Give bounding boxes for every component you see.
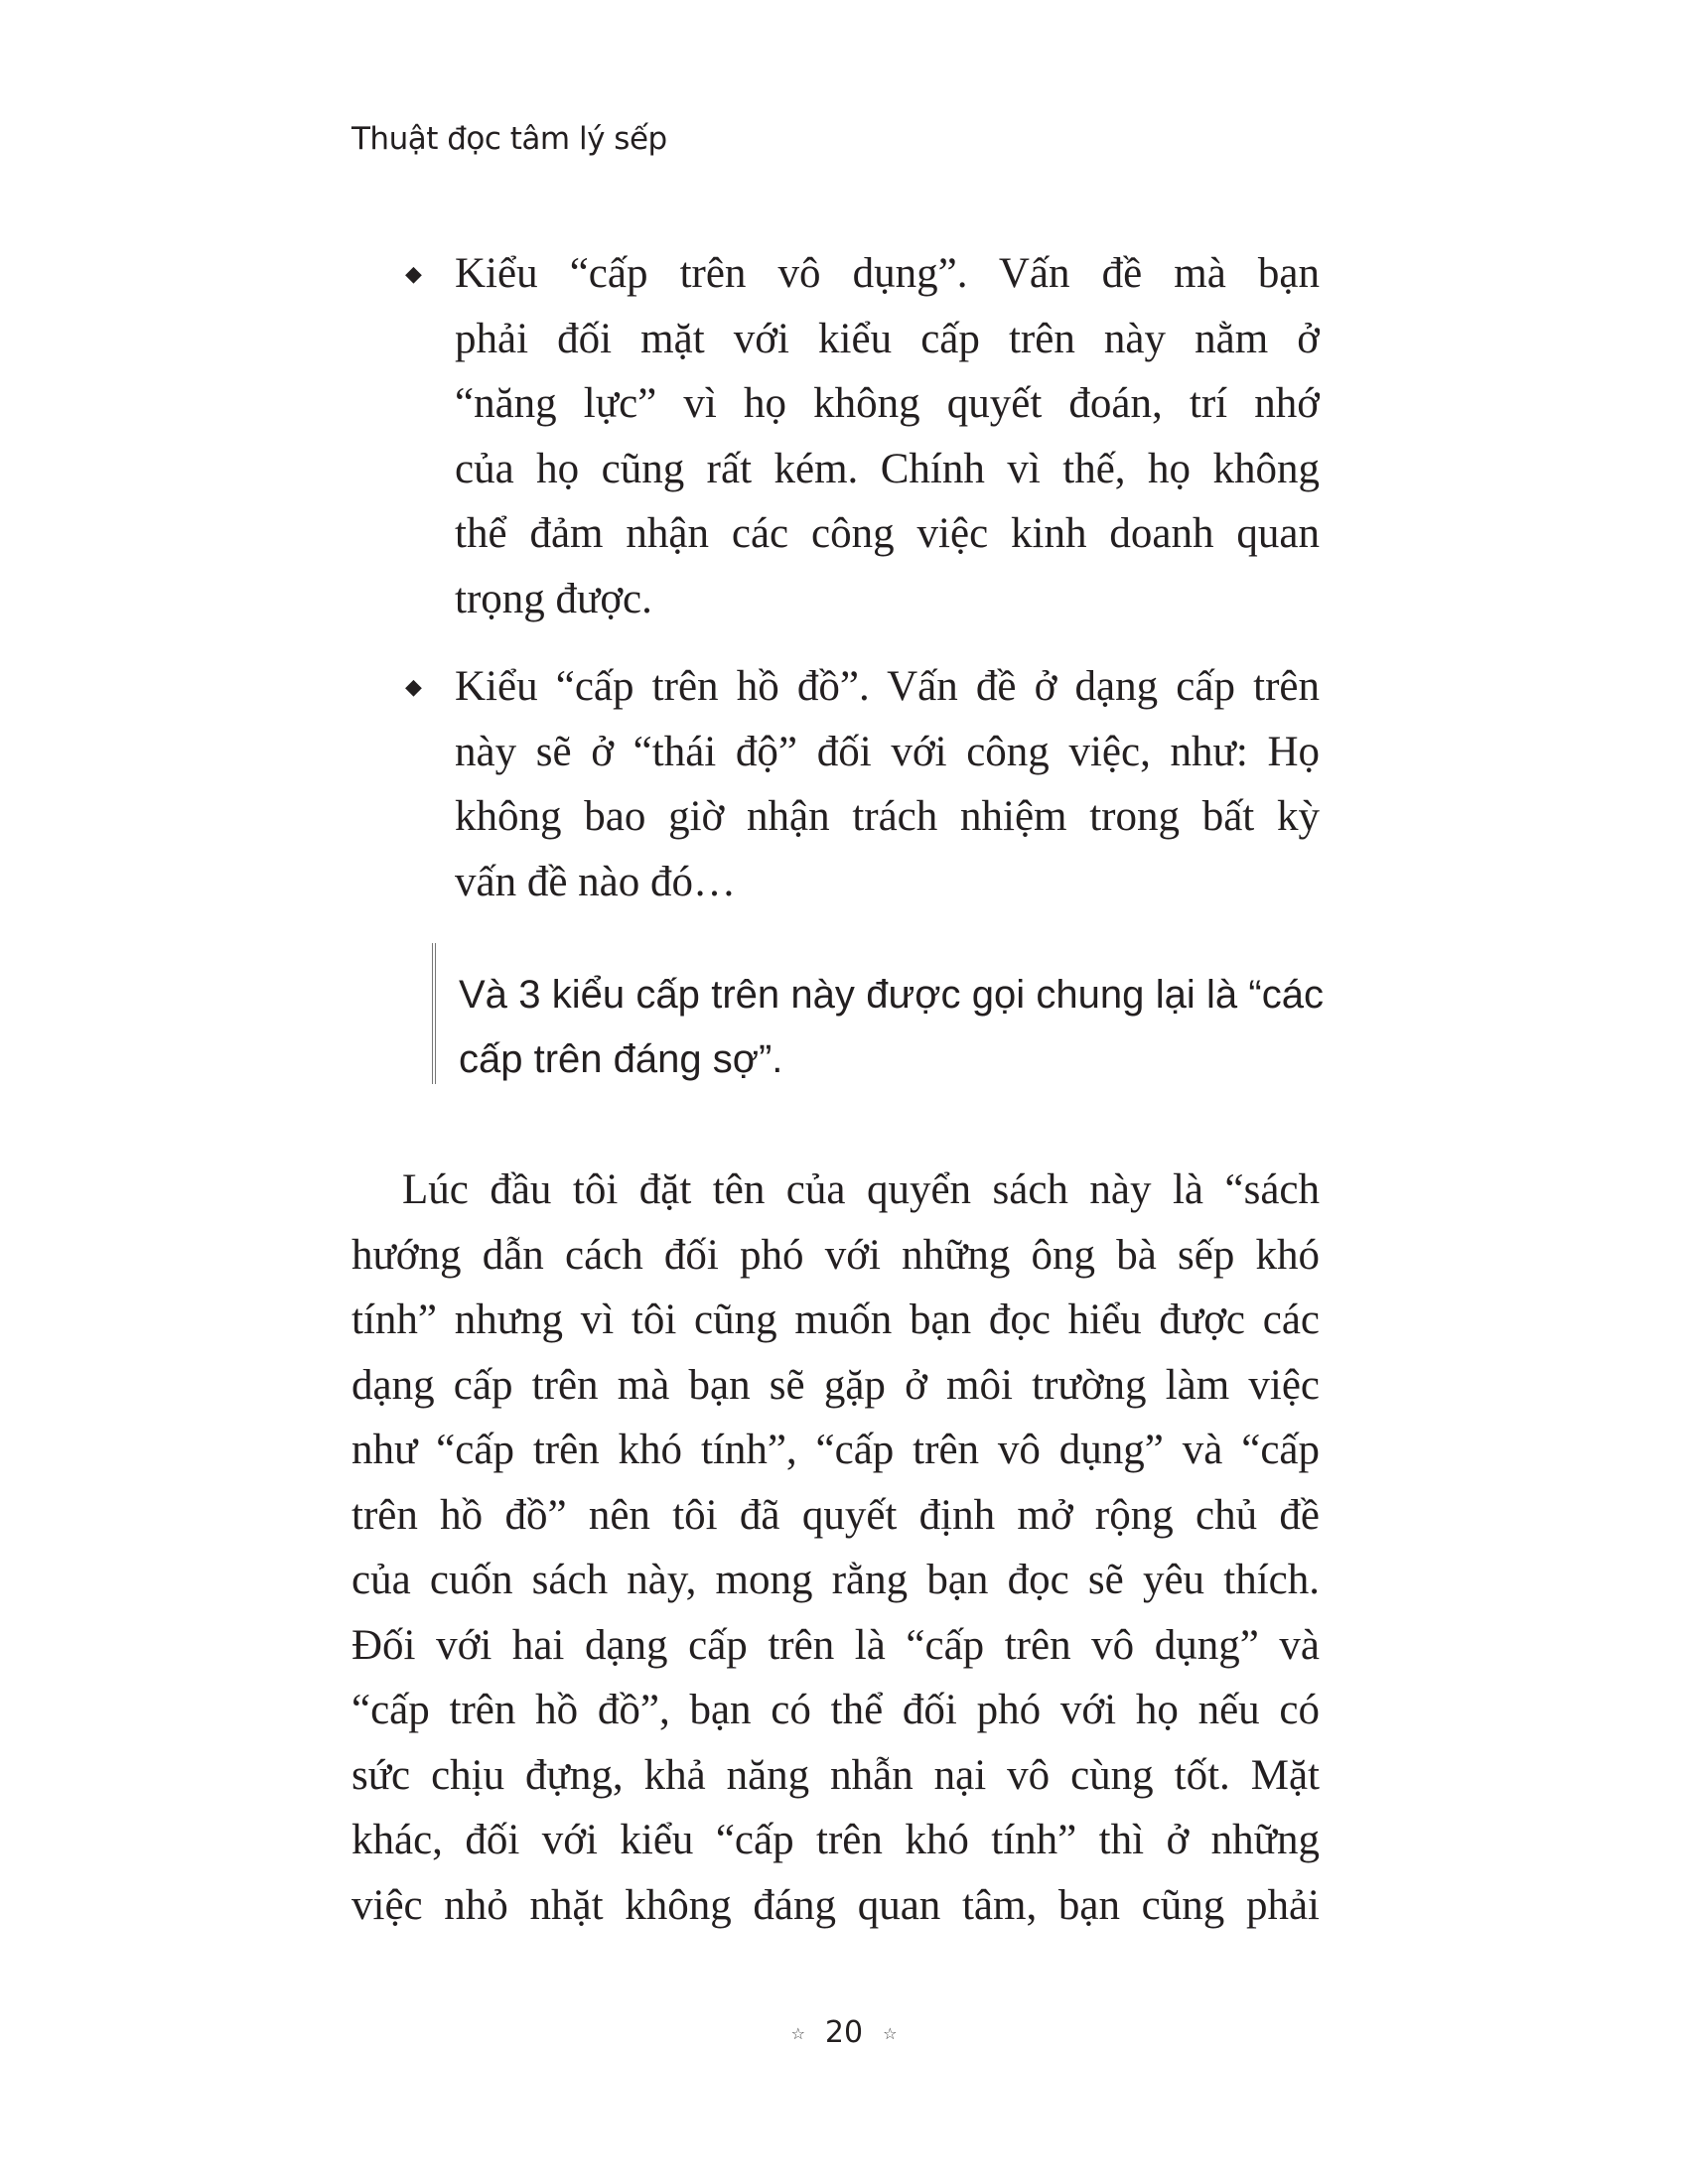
quote-line: Và 3 kiểu cấp trên này được gọi chung lại là “các xyxy=(459,973,1324,1017)
page-number: 20 xyxy=(824,2015,864,2050)
text-line: việc nhỏ nhặt không đáng quan tâm, bạn cũng phải xyxy=(352,1881,1320,1929)
running-header: Thuật đọc tâm lý sếp xyxy=(352,121,667,157)
text-line: Kiểu “cấp trên hồ đồ”. Vấn đề ở dạng cấp trên xyxy=(455,663,1320,710)
diamond-bullet-icon: ◆ xyxy=(405,261,422,286)
text-line: khác, đối với kiểu “cấp trên khó tính” thì ở những xyxy=(352,1817,1320,1863)
page-footer xyxy=(0,2015,1688,2050)
quote-line: cấp trên đáng sợ”. xyxy=(459,1037,783,1081)
text-line: dạng cấp trên mà bạn sẽ gặp ở môi trường làm việc xyxy=(352,1361,1320,1409)
text-line: trên hồ đồ” nên tôi đã quyết định mở rộng chủ đề xyxy=(352,1491,1320,1539)
text-line: này sẽ ở “thái độ” đối với công việc, như: Họ xyxy=(455,728,1320,775)
text-line: như “cấp trên khó tính”, “cấp trên vô dụng” và “cấp xyxy=(352,1427,1320,1473)
body-paragraph xyxy=(352,1158,1320,1938)
star-ornament-icon: ☆ xyxy=(790,2024,805,2043)
text-line: phải đối mặt với kiểu cấp trên này nằm ở xyxy=(455,315,1320,362)
text-line: vấn đề nào đó… xyxy=(455,858,737,905)
pull-quote xyxy=(432,943,1324,1084)
diamond-bullet-icon: ◆ xyxy=(405,674,422,699)
text-line: của cuốn sách này, mong rằng bạn đọc sẽ yêu thích. xyxy=(352,1557,1320,1603)
text-line: hướng dẫn cách đối phó với những ông bà sếp khó xyxy=(352,1231,1320,1279)
text-line: không bao giờ nhận trách nhiệm trong bất kỳ xyxy=(455,793,1320,840)
text-line: sức chịu đựng, khả năng nhẫn nại vô cùng tốt. Mặt xyxy=(352,1751,1320,1799)
text-line: “năng lực” vì họ không quyết đoán, trí nhớ xyxy=(455,380,1320,427)
text-line: tính” nhưng vì tôi cũng muốn bạn đọc hiểu được các xyxy=(352,1297,1320,1343)
text-line: Lúc đầu tôi đặt tên của quyển sách này là “sách xyxy=(402,1166,1320,1213)
text-line: Đối với hai dạng cấp trên là “cấp trên vô dụng” và xyxy=(352,1621,1320,1669)
text-line: của họ cũng rất kém. Chính vì thế, họ không xyxy=(455,445,1320,492)
bullet-item-careless-boss xyxy=(405,654,1320,914)
bullet-item-useless-boss xyxy=(405,241,1320,631)
star-ornament-icon: ☆ xyxy=(883,2024,898,2043)
text-line: trọng được. xyxy=(455,575,652,622)
text-line: thể đảm nhận các công việc kinh doanh quan xyxy=(455,510,1320,557)
text-line: “cấp trên hồ đồ”, bạn có thể đối phó với họ nếu có xyxy=(352,1687,1320,1733)
text-line: Kiểu “cấp trên vô dụng”. Vấn đề mà bạn xyxy=(455,250,1320,297)
